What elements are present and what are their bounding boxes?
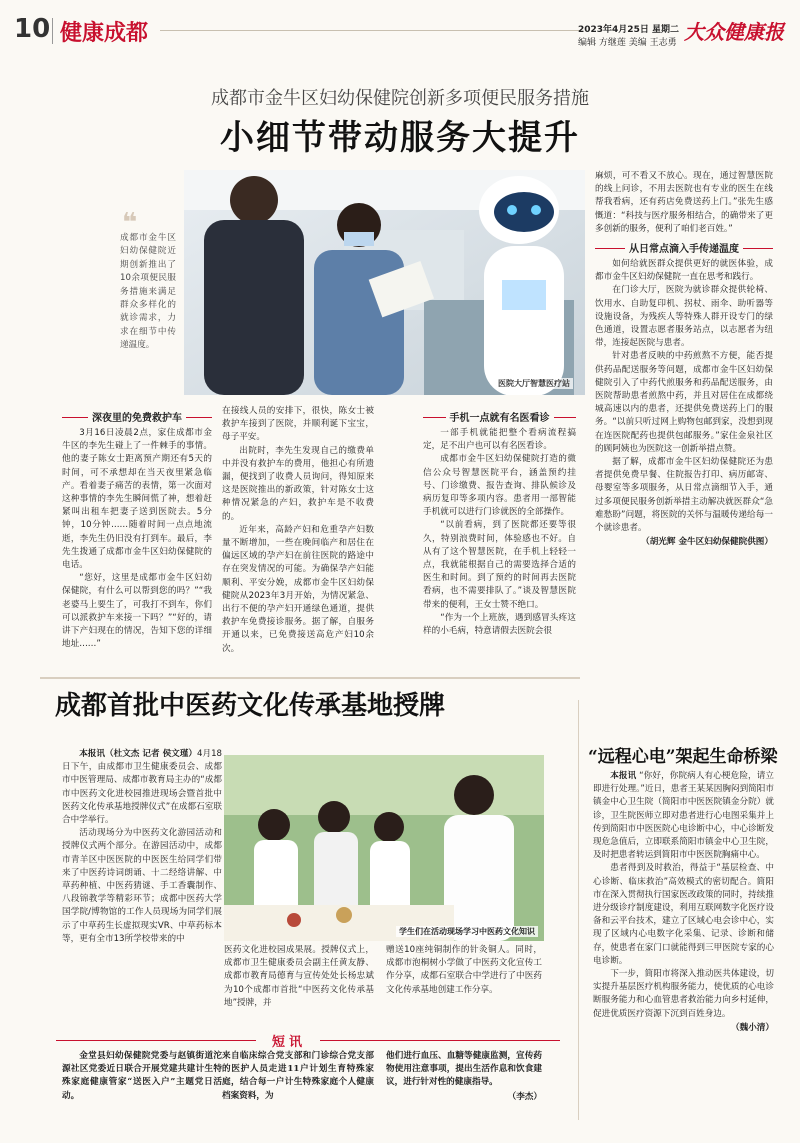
article2-col1 xyxy=(62,748,222,946)
issue-date: 2023年4月25日 星期二 xyxy=(578,25,679,35)
paragraph: “您好，这里是成都市金牛区妇幼保健院，有什么可以帮到您的吗？”“我老婆马上要生了，可我打不到车，你们可以派救护车来接一下吗？”“好的，请讲下产妇现在的情况，告知下您的详细地址……” xyxy=(62,573,212,650)
article3-byline: 本报讯 xyxy=(610,771,637,781)
article1-col1 xyxy=(62,405,212,651)
paragraph: “以前看病，到了医院都还要等很久，特别浪费时间，体验感也不好。自从有了这个智慧医院，在手机上轻轻一点，我就能根据自己的需要选择合适的医生和时间。到了预约的时间再去医院看病，也不需要排队了。”谈及智慧医院带来的便利，王女士赞不绝口。 xyxy=(423,520,576,610)
article1-credit: （胡光辉 金牛区妇幼保健院供图） xyxy=(641,537,773,548)
quote-icon: ❝ xyxy=(122,208,138,238)
page-number: 10 xyxy=(14,14,51,44)
paragraph: 在接线人员的安排下，很快，陈女士被救护车接到了医院，并顺利诞下宝宝，母子平安。 xyxy=(222,406,374,443)
article2-col2 xyxy=(224,944,374,1010)
paragraph: 他们进行血压、血糖等健康监测，宣传药物使用注意事项，提出生活作息和饮食建议，进行针对性的健康指导。 xyxy=(386,1051,542,1088)
editors: 编辑 方继莲 美编 王志勇 xyxy=(578,38,677,48)
brief-label: 短讯 xyxy=(272,1035,307,1050)
brief-col3 xyxy=(386,1050,542,1102)
paragraph: “作为一个上班族，遇到感冒头疼这样的小毛病，特意请假去医院会很 xyxy=(423,612,576,637)
article1-lede xyxy=(120,232,176,353)
paragraph: 据了解，成都市金牛区妇幼保健院还为患者提供免费早餐、住院报告打印、病历邮寄、母婴室等多项服务，从日常点滴细节入手，通过多项便民服务创新举措主动解决就医群众“急难愁盼”问题，将医院的关怀与温暖传递给每一个就诊患者。 xyxy=(595,457,773,534)
article3-body xyxy=(593,770,774,1033)
brief-credit: （李杰） xyxy=(507,1091,542,1102)
paragraph: 在门诊大厅，医院为就诊群众提供轮椅、饮用水、自助复印机、拐杖、雨伞、助听器等设施设备，为残疾人等特殊人群开设专门的绿色通道，设置志愿者服务站点，以志愿者为纽带，连接起医院与患者。 xyxy=(595,285,773,349)
section-divider xyxy=(40,677,580,679)
brief-col1 xyxy=(62,1050,222,1103)
article3-headline: “远程心电”架起生命桥梁 xyxy=(588,747,778,767)
paragraph: 针对患者反映的中药煎熬不方便，能否提供药品配送服务等问题，成都市金牛区妇幼保健院引入了中药代煎服务和药品配送服务，由医院帮助患者煎熬中药，并且对居住在成都绕城高速以内的患者，还提供免费送药上门的服务。“以前只听过网上购物包邮到家，没想到现在连医院配药也提供包邮服务。”家住金泉社区的顾阿姨也为医院这一创新举措点赞。 xyxy=(595,351,773,454)
article1-col3 xyxy=(423,405,576,638)
hospital-lobby-photo xyxy=(184,170,585,395)
paragraph: 赠送10座纯铜制作的针灸铜人。同时，成都市泡桐树小学做了中医药文化宣传工作分享，成都石室联合中学进行了中医药文化传承基地创建工作分享。 xyxy=(386,945,542,995)
paragraph: 成都市金牛区妇幼保健院打造的微信公众号智慧医院平台，涵盖预约挂号、门诊缴费、报告查询、排队候诊及病历复印等多项内容。患者用一部智能手机就可以进行门诊就医的全部操作。 xyxy=(423,454,576,518)
article1-col4 xyxy=(595,170,773,547)
brand-logo: 大众健康报 xyxy=(684,20,784,44)
article2-headline: 成都首批中医药文化传承基地授牌 xyxy=(55,691,446,721)
paragraph: 患者得到及时救治，得益于“基层检查、中心诊断、临床救治”高效模式的密切配合。简阳市在深入贯彻执行国家医改政策的同时，持续推进分级诊疗制度建设，利用互联网数字化医疗设备和云平台技术，建立了区域心电会诊中心，实现了区域内心电数字化采集、记录、诊断和储存，使患者在家门口就能得到三甲医院专家的心电诊断。 xyxy=(593,863,774,966)
subhead-care: 从日常点滴入手传递温度 xyxy=(595,240,773,255)
lede-text: 成都市金牛区妇幼保健院近期创新推出了10余项便民服务措施来满足群众多样化的就诊需求，力求在细节中传递温度。 xyxy=(120,233,176,351)
paragraph: 如何给就医群众提供更好的就医体验，成都市金牛区妇幼保健院一直在思考和践行。 xyxy=(595,259,773,283)
article1-headline: 小细节带动服务大提升 xyxy=(220,118,580,158)
paragraph: 下一步，简阳市将深入推动医共体建设，切实提升基层医疗机构服务能力，使优质的心电诊断服务能力和心血管患者救治能力向乡村延伸，促进优质医疗资源下沉到百姓身边。 xyxy=(593,969,774,1019)
section-title: 健康成都 xyxy=(60,20,149,46)
photo-caption: 医院大厅智慧医疗站 xyxy=(495,378,573,389)
header-divider xyxy=(52,18,53,44)
article1-col2 xyxy=(222,405,374,656)
paragraph: 金堂县妇幼保健院党委与赵镇街道沱源社区党委近日联合开展党建共建计生特殊家庭健康管家“送医入户”主题党日活动。 xyxy=(62,1051,222,1101)
paragraph: 一部手机就能把整个看病流程搞定，足不出户也可以有名医看诊。 xyxy=(423,428,576,452)
article1-kicker: 成都市金牛区妇幼保健院创新多项便民服务措施 xyxy=(211,88,589,109)
article3-credit: （魏小清） xyxy=(731,1022,774,1033)
brief-rule-right xyxy=(320,1040,560,1041)
header-rule xyxy=(160,30,580,31)
paragraph: 3月16日凌晨2点，家住成都市金牛区的李先生碰上了一件棘手的事情。他的妻子陈女士距离预产期还有5天的时间，可不承想却在当天夜里紧急临产。看着妻子痛苦的表情，第一次面对这种事情的李先生瞬间慌了神，想着赶紧叫出租车把妻子送到医院去。5分钟，10分钟……随着时间一点点地流逝，李先生仍旧没有打到车。最后，李先生拨通了成都市金牛区妇幼保健院的电话。 xyxy=(62,428,212,571)
column-divider xyxy=(578,700,579,1120)
paragraph: 麻烦，可不看又不放心。现在，通过智慧医院的线上问诊，不用去医院也有专业的医生在线帮我看病，还有药店免费送药上门。”张先生感慨道：“科技与医疗服务相结合，的确带来了更多创新的服务，便利了咱们老百姓。” xyxy=(595,171,773,234)
subhead-mobile: 手机一点就有名医看诊 xyxy=(423,409,576,424)
paragraph: 来自临床综合党支部和门诊综合党支部的医护人员走进11户计划生育特殊家庭，结合每一户计生特殊家庭个人健康档案资料，为 xyxy=(222,1051,374,1101)
paragraph: 出院时，李先生发现自己的缴费单中并没有救护车的费用，他担心有所遗漏，便找到了收费人员询问，得知原来这是医院推出的新政策，针对陈女士这种情况紧急的产妇，救护车是不收费的。 xyxy=(222,445,374,522)
students-tcm-photo xyxy=(224,755,544,941)
subhead-ambulance: 深夜里的免费救护车 xyxy=(62,409,212,424)
brief-rule-left xyxy=(56,1040,256,1041)
paragraph: 本报讯（杜文杰 记者 侯文瑾）4月18日下午，由成都市卫生健康委员会、成都市中医管理局、成都市教育局主办的“成都市中医药文化进校园推进现场会暨首批中医药文化传承基地授牌仪式”在成都石室联合中学举行。 xyxy=(62,749,223,826)
photo2-caption: 学生们在活动现场学习中医药文化知识 xyxy=(396,926,538,937)
paragraph: 本报讯 “你好，你院病人有心梗危险，请立即进行处理。”近日，患者王某某因胸闷到简阳市镇金中心卫生院（简阳市中医医院镇金分院）就诊，卫生院医师立即对患者进行心电图采集并上传到简阳市中医医院心电诊断中心，中心诊断发现危急值后，立即联系简阳市镇金中心卫生院，及时把患者转运到简阳市中医医院胸痛中心。 xyxy=(593,771,775,861)
article2-col3 xyxy=(386,944,542,997)
article2-byline: 本报讯（杜文杰 记者 侯文瑾） xyxy=(79,749,197,759)
paragraph: 近年来，高龄产妇和危重孕产妇数量不断增加，一些在晚间临产和居住在偏远区域的孕产妇在前往医院的路途中存在突发情况的可能。为确保孕产妇能顺利、平安分娩，成都市金牛区妇幼保健院从2023年3月开始，为情况紧急、出行不便的孕产妇开通绿色通道，提供救护车免费接诊服务。据了解，自服务开通以来，已免费接送高危产妇10余次。 xyxy=(222,524,374,654)
brief-col2 xyxy=(222,1050,374,1103)
paragraph: 活动现场分为中医药文化游园活动和授牌仪式两个部分。在游园活动中，成都市青羊区中医医院的中医医生给同学们带来了中医药诗词朗诵、十二经络讲解、中草药种植、中医药猜谜、手工香囊制作、八段锦教学等精彩环节；成都中医药大学国学院/博物馆的工作人员现场为同学们展示了中草药生长虚拟现实VR、中草药标本等，更有全市13所学校带来的中 xyxy=(62,828,222,944)
paragraph: 医药文化进校园成果展。授牌仪式上，成都市卫生健康委员会副主任黄友静、成都市教育局德育与宣传处处长杨忠斌为10个成都市首批“中医药文化传承基地”授牌，并 xyxy=(224,945,374,1008)
